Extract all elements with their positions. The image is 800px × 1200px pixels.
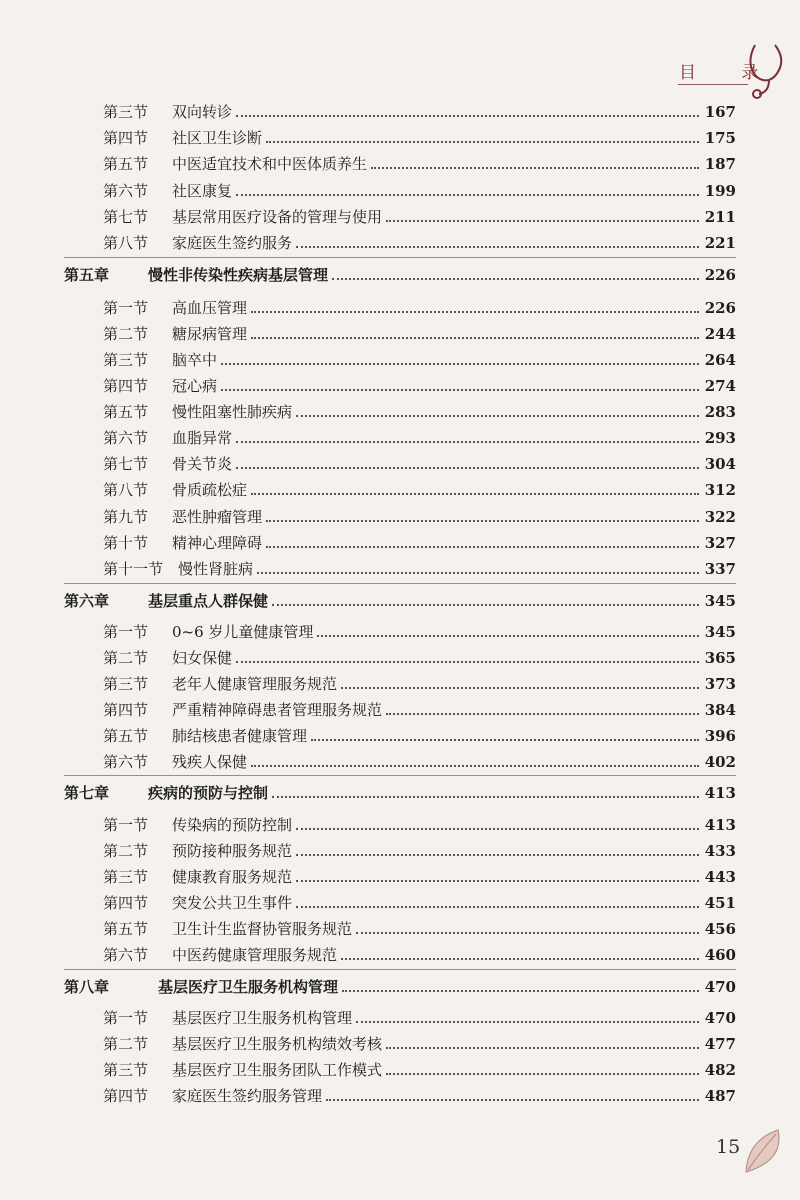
entry-page-number: 477 (704, 1035, 736, 1053)
toc-section-entry[interactable] (0, 426, 800, 450)
toc-chapter-entry[interactable] (0, 975, 800, 999)
entry-title: 慢性阻塞性肺疾病 (172, 403, 293, 421)
toc-section-entry[interactable] (0, 348, 800, 372)
entry-title: 传染病的预防控制 (172, 816, 293, 834)
toc-section-entry[interactable] (0, 100, 800, 124)
entry-title: 肺结核患者健康管理 (172, 727, 308, 745)
entry-number: 第四节 (103, 129, 149, 147)
entry-title: 血脂异常 (172, 429, 233, 447)
toc-section-entry[interactable] (0, 152, 800, 176)
entry-number: 第五节 (103, 920, 149, 938)
entry-number: 第五节 (103, 727, 149, 745)
toc-section-entry[interactable] (0, 179, 800, 203)
entry-number: 第八节 (103, 234, 149, 252)
entry-title: 残疾人保健 (172, 753, 248, 771)
entry-number: 第七节 (103, 208, 149, 226)
entry-page-number: 167 (704, 103, 736, 121)
entry-title: 骨质疏松症 (172, 481, 248, 499)
leader-dots (236, 661, 699, 663)
entry-number: 第八节 (103, 481, 149, 499)
entry-number: 第六章 (64, 592, 110, 610)
toc-chapter-entry[interactable] (0, 781, 800, 805)
toc-section-entry[interactable] (0, 322, 800, 346)
leader-dots (272, 796, 699, 798)
leader-dots (296, 854, 699, 856)
chapter-divider (64, 257, 736, 258)
leader-dots (272, 604, 699, 606)
toc-section-entry[interactable] (0, 452, 800, 476)
leader-dots (221, 389, 699, 391)
toc-section-entry[interactable] (0, 126, 800, 150)
entry-number: 第四节 (103, 894, 149, 912)
leader-dots (257, 572, 699, 574)
toc-section-entry[interactable] (0, 231, 800, 255)
leader-dots (251, 765, 699, 767)
leader-dots (266, 546, 699, 548)
entry-page-number: 384 (704, 701, 736, 719)
toc-section-entry[interactable] (0, 205, 800, 229)
entry-title: 0~6 岁儿童健康管理 (172, 623, 314, 641)
entry-page-number: 402 (704, 753, 736, 771)
entry-number: 第二节 (103, 1035, 149, 1053)
entry-title: 疾病的预防与控制 (148, 784, 269, 802)
entry-title: 卫生计生监督协管服务规范 (172, 920, 353, 938)
entry-page-number: 337 (704, 560, 736, 578)
toc-section-entry[interactable] (0, 374, 800, 398)
leader-dots (332, 278, 699, 280)
chapter-divider (64, 969, 736, 970)
leader-dots (251, 337, 699, 339)
entry-page-number: 487 (704, 1087, 736, 1105)
entry-page-number: 175 (704, 129, 736, 147)
toc-chapter-entry[interactable] (0, 263, 800, 287)
entry-title: 糖尿病管理 (172, 325, 248, 343)
leader-dots (266, 141, 699, 143)
entry-number: 第十一节 (103, 560, 164, 578)
chapter-divider (64, 583, 736, 584)
entry-number: 第六节 (103, 429, 149, 447)
entry-title: 恶性肿瘤管理 (172, 508, 263, 526)
leader-dots (342, 990, 699, 992)
entry-title: 中医适宜技术和中医体质养生 (172, 155, 368, 173)
toc-section-entry[interactable] (0, 724, 800, 748)
entry-number: 第三节 (103, 1061, 149, 1079)
entry-number: 第二节 (103, 842, 149, 860)
toc-section-entry[interactable] (0, 400, 800, 424)
entry-page-number: 244 (704, 325, 736, 343)
toc-section-entry[interactable] (0, 1032, 800, 1056)
entry-page-number: 470 (704, 978, 736, 996)
entry-title: 基层医疗卫生服务机构绩效考核 (172, 1035, 383, 1053)
toc-section-entry[interactable] (0, 620, 800, 644)
entry-title: 严重精神障碍患者管理服务规范 (172, 701, 383, 719)
entry-number: 第四节 (103, 377, 149, 395)
entry-number: 第三节 (103, 675, 149, 693)
entry-page-number: 413 (704, 816, 736, 834)
leader-dots (296, 415, 699, 417)
entry-title: 脑卒中 (172, 351, 218, 369)
entry-page-number: 433 (704, 842, 736, 860)
entry-page-number: 345 (704, 592, 736, 610)
leader-dots (251, 311, 699, 313)
entry-title: 基层医疗卫生服务机构管理 (158, 978, 339, 996)
entry-number: 第五节 (103, 155, 149, 173)
leader-dots (296, 828, 699, 830)
entry-page-number: 211 (704, 208, 736, 226)
entry-page-number: 274 (704, 377, 736, 395)
entry-number: 第三节 (103, 868, 149, 886)
entry-number: 第七章 (64, 784, 110, 802)
entry-number: 第一节 (103, 816, 149, 834)
toc-section-entry[interactable] (0, 557, 800, 581)
entry-title: 基层重点人群保健 (148, 592, 269, 610)
entry-page-number: 451 (704, 894, 736, 912)
page-number: 15 (716, 1136, 741, 1158)
entry-title: 老年人健康管理服务规范 (172, 675, 338, 693)
entry-page-number: 443 (704, 868, 736, 886)
toc-section-entry[interactable] (0, 478, 800, 502)
entry-page-number: 413 (704, 784, 736, 802)
leader-dots (251, 493, 699, 495)
toc-chapter-entry[interactable] (0, 589, 800, 613)
entry-number: 第七节 (103, 455, 149, 473)
entry-page-number: 226 (704, 299, 736, 317)
entry-number: 第三节 (103, 103, 149, 121)
entry-number: 第三节 (103, 351, 149, 369)
entry-title: 慢性非传染性疾病基层管理 (148, 266, 329, 284)
toc-section-entry[interactable] (0, 698, 800, 722)
entry-number: 第一节 (103, 299, 149, 317)
toc-section-entry[interactable] (0, 943, 800, 967)
leader-dots (326, 1099, 699, 1101)
entry-title: 基层医疗卫生服务机构管理 (172, 1009, 353, 1027)
header-title: 目 录 (679, 63, 779, 83)
leader-dots (236, 115, 699, 117)
entry-page-number: 312 (704, 481, 736, 499)
entry-title: 双向转诊 (172, 103, 233, 121)
leader-dots (221, 363, 699, 365)
entry-number: 第九节 (103, 508, 149, 526)
entry-title: 高血压管理 (172, 299, 248, 317)
leader-dots (296, 906, 699, 908)
entry-page-number: 373 (704, 675, 736, 693)
leader-dots (341, 958, 699, 960)
leader-dots (236, 194, 699, 196)
entry-page-number: 293 (704, 429, 736, 447)
entry-page-number: 264 (704, 351, 736, 369)
entry-title: 中医药健康管理服务规范 (172, 946, 338, 964)
entry-page-number: 482 (704, 1061, 736, 1079)
toc-section-entry[interactable] (0, 917, 800, 941)
entry-number: 第六节 (103, 946, 149, 964)
leader-dots (356, 932, 699, 934)
entry-number: 第八章 (64, 978, 110, 996)
leader-dots (296, 880, 699, 882)
leader-dots (386, 713, 699, 715)
toc-section-entry[interactable] (0, 646, 800, 670)
entry-number: 第二节 (103, 649, 149, 667)
entry-title: 精神心理障碍 (172, 534, 263, 552)
leader-dots (386, 1047, 699, 1049)
entry-title: 冠心病 (172, 377, 218, 395)
leader-dots (341, 687, 699, 689)
entry-title: 家庭医生签约服务管理 (172, 1087, 323, 1105)
entry-page-number: 456 (704, 920, 736, 938)
entry-title: 家庭医生签约服务 (172, 234, 293, 252)
entry-page-number: 345 (704, 623, 736, 641)
entry-title: 突发公共卫生事件 (172, 894, 293, 912)
entry-page-number: 322 (704, 508, 736, 526)
toc-section-entry[interactable] (0, 296, 800, 320)
chapter-divider (64, 775, 736, 776)
entry-number: 第十节 (103, 534, 149, 552)
entry-title: 妇女保健 (172, 649, 233, 667)
leader-dots (356, 1021, 699, 1023)
leaf-icon (738, 1120, 788, 1180)
entry-number: 第四节 (103, 701, 149, 719)
entry-title: 健康教育服务规范 (172, 868, 293, 886)
entry-number: 第一节 (103, 1009, 149, 1027)
leader-dots (386, 220, 699, 222)
entry-page-number: 221 (704, 234, 736, 252)
entry-page-number: 365 (704, 649, 736, 667)
entry-page-number: 470 (704, 1009, 736, 1027)
entry-number: 第五节 (103, 403, 149, 421)
toc-section-entry[interactable] (0, 531, 800, 555)
entry-number: 第一节 (103, 623, 149, 641)
leader-dots (386, 1073, 699, 1075)
leader-dots (317, 635, 699, 637)
entry-title: 社区卫生诊断 (172, 129, 263, 147)
toc-section-entry[interactable] (0, 672, 800, 696)
entry-title: 慢性肾脏病 (178, 560, 254, 578)
leader-dots (236, 467, 699, 469)
toc-section-entry[interactable] (0, 1084, 800, 1108)
entry-title: 基层医疗卫生服务团队工作模式 (172, 1061, 383, 1079)
entry-number: 第六节 (103, 182, 149, 200)
toc-section-entry[interactable] (0, 839, 800, 863)
leader-dots (371, 167, 699, 169)
entry-page-number: 460 (704, 946, 736, 964)
entry-title: 社区康复 (172, 182, 233, 200)
entry-title: 基层常用医疗设备的管理与使用 (172, 208, 383, 226)
leader-dots (311, 739, 699, 741)
toc-section-entry[interactable] (0, 505, 800, 529)
leader-dots (266, 520, 699, 522)
entry-page-number: 226 (704, 266, 736, 284)
toc-section-entry[interactable] (0, 813, 800, 837)
leader-dots (296, 246, 699, 248)
entry-number: 第五章 (64, 266, 110, 284)
toc-section-entry[interactable] (0, 865, 800, 889)
entry-page-number: 199 (704, 182, 736, 200)
entry-page-number: 327 (704, 534, 736, 552)
leader-dots (236, 441, 699, 443)
entry-page-number: 304 (704, 455, 736, 473)
entry-title: 骨关节炎 (172, 455, 233, 473)
entry-page-number: 396 (704, 727, 736, 745)
entry-title: 预防接种服务规范 (172, 842, 293, 860)
entry-number: 第四节 (103, 1087, 149, 1105)
entry-number: 第六节 (103, 753, 149, 771)
entry-page-number: 283 (704, 403, 736, 421)
toc-section-entry[interactable] (0, 1006, 800, 1030)
entry-page-number: 187 (704, 155, 736, 173)
toc-section-entry[interactable] (0, 891, 800, 915)
entry-number: 第二节 (103, 325, 149, 343)
toc-section-entry[interactable] (0, 1058, 800, 1082)
toc-section-entry[interactable] (0, 750, 800, 774)
